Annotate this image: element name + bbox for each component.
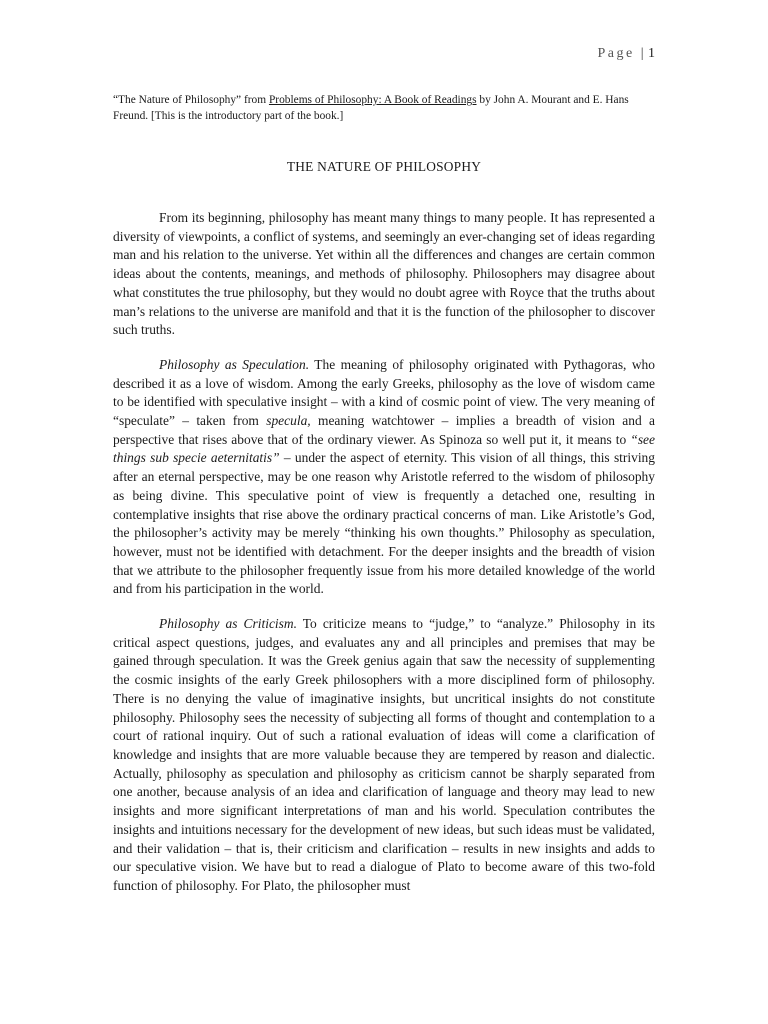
speculation-text-2: meaning watchtower – implies a breadth of vision and a perspective that rises above that of the ordinary viewer. As Spinoza so well put it, it means to <box>113 413 655 447</box>
section-heading-criticism: Philosophy as Criticism. <box>159 616 297 632</box>
paragraph-speculation <box>113 356 655 599</box>
citation-lead: “The Nature of Philosophy” from <box>113 94 269 106</box>
latin-quote: “see things sub specie aeternitatis” <box>113 431 655 466</box>
section-heading-speculation: Philosophy as Speculation. <box>159 356 310 372</box>
paragraph-criticism <box>113 615 655 896</box>
page-number-header <box>597 46 655 62</box>
citation-book-title: Problems of Philosophy: A Book of Readings <box>268 94 477 106</box>
paragraph-intro: From its beginning, philosophy has meant many things to many people. It has represented a diversity of viewpoints, a conflict of systems, and seemingly an ever-changing set of ideas regarding man and his relation to the universe. Yet within all the differences and changes are certain common ideas about the contents, meanings, and methods of philosophy. Philosophers may disagree about what constitutes the true philosophy, but they would no doubt agree with Royce that the truths about man’s relations to the universe are manifold and that it is the function of the philosopher to discover such truths. <box>113 210 655 338</box>
document-body <box>113 209 655 912</box>
source-citation <box>113 93 658 124</box>
speculation-text-1: The meaning of philosophy originated with Pythagoras, who described it as a love of wisdom. Among the early Greeks, philosophy as the love of wisdom came to be identified with speculative insight – with a kind of cosmic point of view. The very meaning of “speculate” – taken from <box>113 356 655 429</box>
page-label: Page <box>597 46 635 61</box>
criticism-text: To criticize means to “judge,” to “analyze.” Philosophy in its critical aspect questions, judges, and evaluates any and all principles and premises that may be gained through speculation. It was the Greek genius again that saw the necessity of supplementing the cosmic insights of the early Greek philosophers with a more disciplined form of philosophy. There is no denying the value of imaginative insights, but uncritical insights do not constitute philosophy. Philosophy sees the necessity of subjecting all forms of thought and contemplation to a court of rational inquiry. Out of such a rational evaluation of ideas will come a clarification of knowledge and insights that are more valuable because they are tempered by reason and dialectic. Actually, philosophy as speculation and philosophy as criticism cannot be sharply separated from one another, because analysis of an idea and clarification of language and theory may lead to new insights and more significant interpretations of man and his world. Speculation contributes the insights and intuitions necessary for the development of new ideas, but such ideas must be validated, and their validation – that is, their criticism and clarification – results in new insights and adds to our speculative vision. We have but to read a dialogue of Plato to become aware of this two-fold function of philosophy. For Plato, the philosopher must <box>113 616 655 893</box>
page-number: 1 <box>648 46 655 61</box>
document-title: THE NATURE OF PHILOSOPHY <box>286 159 482 174</box>
speculation-text-3: – under the aspect of eternity. This vision of all things, this striving after an eternal perspective, may be one reason why Aristotle referred to the wisdom of philosophy as being divine. This speculative point of view is frequently a detached one, resulting in contemplative insights that rise above the ordinary practical concerns of man. Like Aristotle’s God, the philosopher’s activity may be merely “thinking his own thoughts.” Philosophy as speculation, however, must not be identified with detachment. For the deeper insights and the breadth of vision that we attribute to the philosopher frequently issue from his more detailed knowledge of the world and from his participation in the world. <box>113 450 655 597</box>
term-specula: specula, <box>266 413 311 429</box>
page-separator: | <box>640 46 646 61</box>
citation-tail: by John A. Mourant and E. Hans Freund. [This is the introductory part of the book.] <box>113 94 629 122</box>
